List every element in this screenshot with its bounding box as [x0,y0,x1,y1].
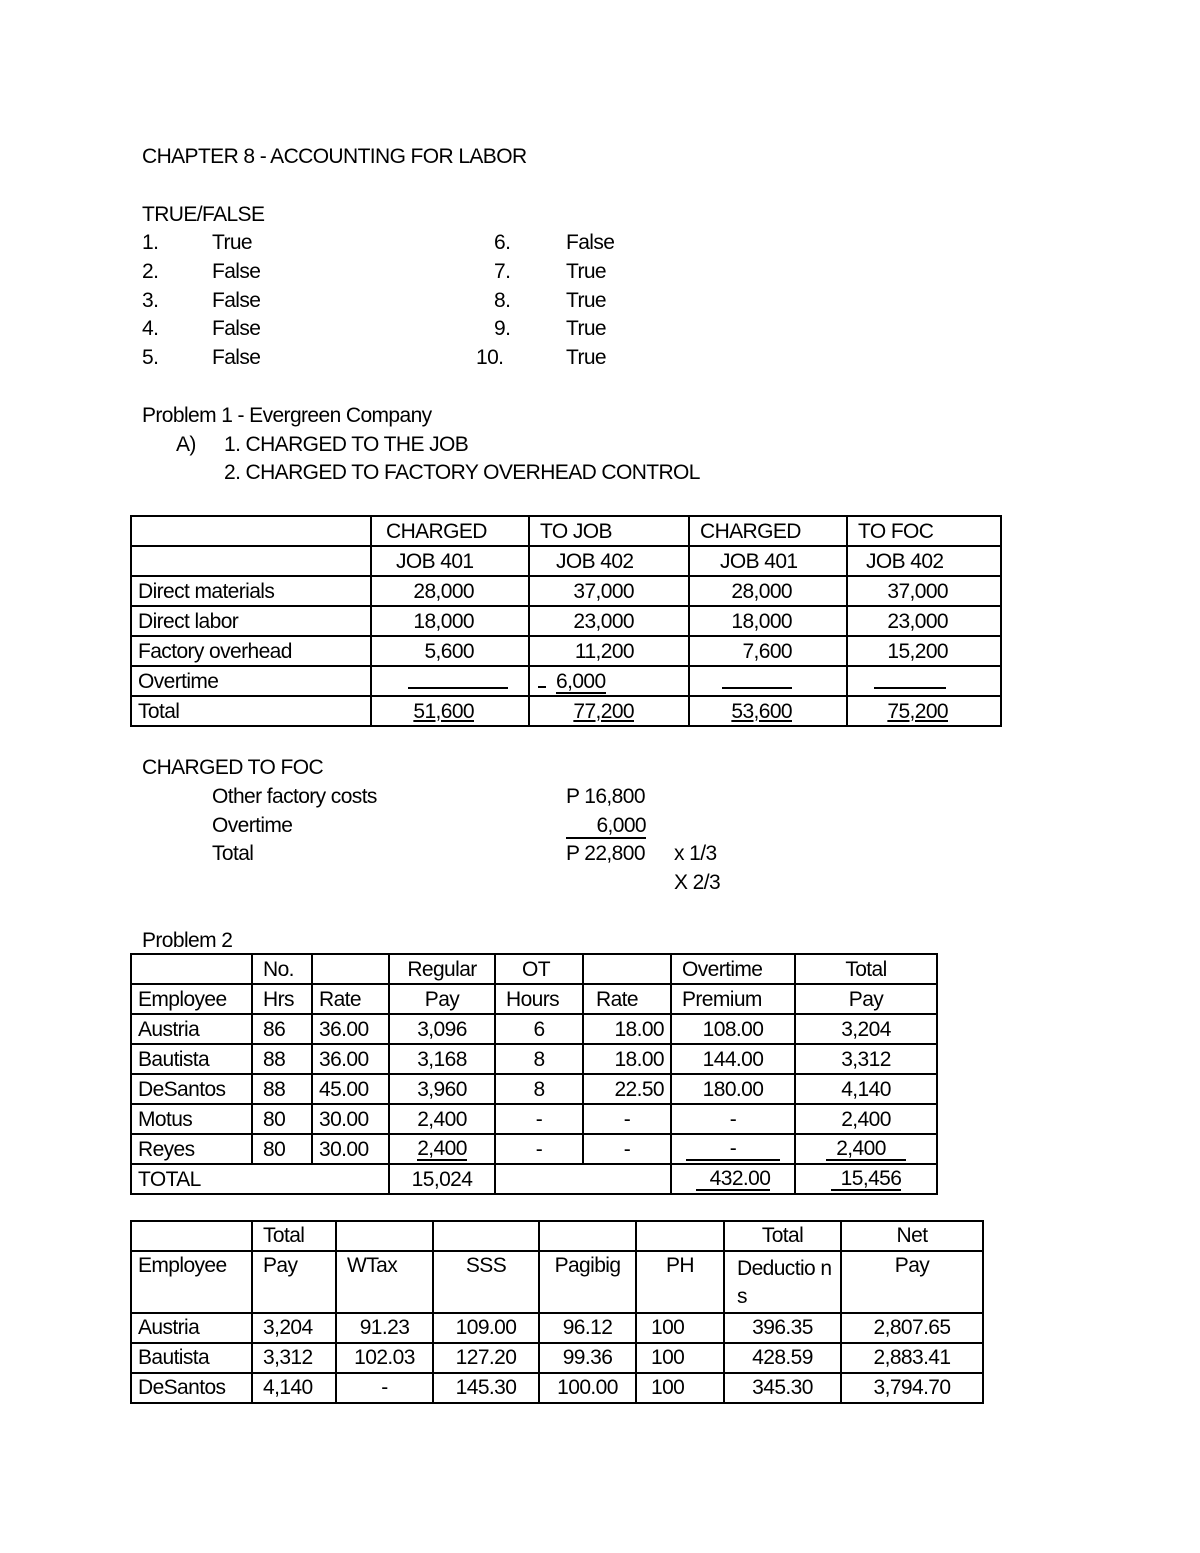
tf-num: 7. [494,260,511,283]
tf-answer: False [566,231,615,254]
tf-heading: TRUE/FALSE [142,203,265,226]
table-cell: 108.00 [671,1014,795,1044]
overtime-value: 6,000 [556,670,606,693]
table-cell: 100 [636,1373,724,1403]
table-cell: 345.30 [724,1373,841,1403]
table-header-cell: Regular [389,954,495,984]
table-cell: 15,200 [847,636,1001,666]
foc-label: Total [212,842,254,865]
table-cell: 3,794.70 [841,1373,983,1403]
table-header-cell [312,954,389,984]
employee-name: Bautista [131,1343,252,1373]
table-header-cell: WTax [336,1251,433,1313]
table-cell: 100 [636,1313,724,1343]
total-cell [795,1164,937,1194]
table-header-cell: SSS [433,1251,539,1313]
table-cell: 11,200 [529,636,689,666]
table-header-cell: Pay [841,1251,983,1313]
table-cell: 23,000 [529,606,689,636]
table-cell: 37,000 [529,576,689,606]
row-label: Factory overhead [131,636,371,666]
table-cell: 5,600 [371,636,529,666]
table-header-cell: No. [252,954,312,984]
table-cell: 37,000 [847,576,1001,606]
tf-num: 1. [142,231,159,254]
table-header-cell [583,954,671,984]
problem1-table [130,515,1002,727]
problem1-item-1: 1. CHARGED TO THE JOB [224,433,469,456]
table-header-cell: Deductio ns [724,1251,841,1313]
table-cell: 2,400 [389,1104,495,1134]
foc-value: P 22,800 [566,842,645,865]
table-cell: 3,312 [252,1343,336,1373]
table-cell: 28,000 [689,576,847,606]
table-cell: 36.00 [312,1014,389,1044]
table-header-cell: Employee [131,984,252,1014]
table-cell: 80 [252,1104,312,1134]
table-header-cell: Pagibig [539,1251,636,1313]
table-header-cell: Overtime [671,954,795,984]
table-header-cell: TO FOC [847,516,1001,546]
table-row [131,1373,983,1403]
table-row [131,1134,937,1164]
tf-answer: True [566,289,606,312]
tf-answer: True [566,346,606,369]
table-cell: 3,960 [389,1074,495,1104]
table-row [131,666,1001,696]
table-cell: 396.35 [724,1313,841,1343]
table-row [131,1014,937,1044]
table-header-cell: JOB 402 [847,546,1001,576]
table-cell: 180.00 [671,1074,795,1104]
underlined-value: 2,400 [417,1136,467,1160]
underlined-value: 2,400 [826,1138,906,1161]
table-cell: 80 [252,1134,312,1164]
table-cell: 86 [252,1014,312,1044]
table-cell: 3,312 [795,1044,937,1074]
empty-cell [495,1164,671,1194]
table-header-cell: JOB 401 [371,546,529,576]
table-cell: 100 [636,1343,724,1373]
total-cell: 15,024 [389,1164,495,1194]
table-cell: 36.00 [312,1044,389,1074]
total-cell: 51,600 [371,696,529,726]
tf-answer: False [212,260,261,283]
row-label: Overtime [131,666,371,696]
table-cell: 18.00 [583,1014,671,1044]
table-row [131,696,1001,726]
table-row [131,1164,937,1194]
table-cell: 2,883.41 [841,1343,983,1373]
table-header-cell: Premium [671,984,795,1014]
foc-value: P 16,800 [566,785,645,808]
table-row [131,1044,937,1074]
table-cell: 2,807.65 [841,1313,983,1343]
table-cell: 127.20 [433,1343,539,1373]
table-cell: - [336,1373,433,1403]
table-header-cell: Hours [495,984,583,1014]
table-header-cell [336,1221,433,1251]
table-header-cell [131,516,371,546]
table-header-cell [131,1221,252,1251]
underlined-value: 15,456 [831,1168,902,1191]
blank-line [371,666,529,696]
table-cell [389,1134,495,1164]
table-cell: - [583,1104,671,1134]
tf-answer: False [212,317,261,340]
tf-answer: False [212,346,261,369]
row-label: Direct materials [131,576,371,606]
table-header-cell: Total [724,1221,841,1251]
table-header-cell: JOB 402 [529,546,689,576]
blank-line [847,666,1001,696]
table-cell: 6 [495,1014,583,1044]
table-cell: 2,400 [795,1104,937,1134]
employee-name: Austria [131,1313,252,1343]
foc-label: Overtime [212,814,293,837]
table-header-cell: Total [795,954,937,984]
table-cell: 3,168 [389,1044,495,1074]
table-cell: 23,000 [847,606,1001,636]
table-cell: 30.00 [312,1104,389,1134]
table-header-cell [539,1221,636,1251]
total-cell: 75,200 [847,696,1001,726]
table-header-cell [636,1221,724,1251]
foc-value: 6,000 [566,815,646,839]
foc-label: Other factory costs [212,785,377,808]
problem1-part-label: A) [176,433,196,456]
table-cell: 22.50 [583,1074,671,1104]
table-cell: - [495,1134,583,1164]
table-header-cell: Hrs [252,984,312,1014]
table-row [131,1074,937,1104]
table-header-cell: Rate [312,984,389,1014]
table-row [131,1343,983,1373]
tf-answer: True [566,260,606,283]
table-cell: 109.00 [433,1313,539,1343]
tf-num: 4. [142,317,159,340]
table-cell: 30.00 [312,1134,389,1164]
table-header-cell: Employee [131,1251,252,1313]
deductions-table [130,1220,984,1404]
table-cell: 4,140 [252,1373,336,1403]
underlined-value: - [686,1138,780,1161]
table-cell: 88 [252,1074,312,1104]
table-cell: 18,000 [371,606,529,636]
table-header-cell: JOB 401 [689,546,847,576]
table-row [131,636,1001,666]
problem1-item-2: 2. CHARGED TO FACTORY OVERHEAD CONTROL [224,461,700,484]
tf-num: 10. [476,346,504,369]
table-cell: 7,600 [689,636,847,666]
tf-num: 9. [494,317,511,340]
multiplier: X 2/3 [674,871,721,894]
tf-num: 8. [494,289,511,312]
table-cell: 45.00 [312,1074,389,1104]
problem2-payroll-table [130,953,938,1195]
table-cell: - [495,1104,583,1134]
problem1-heading: Problem 1 - Evergreen Company [142,404,432,427]
table-header-cell: PH [636,1251,724,1313]
employee-name: Bautista [131,1044,252,1074]
total-label: TOTAL [131,1164,389,1194]
table-cell: 3,204 [795,1014,937,1044]
employee-name: Austria [131,1014,252,1044]
foc-heading: CHARGED TO FOC [142,756,324,779]
tf-num: 3. [142,289,159,312]
row-label: Total [131,696,371,726]
tf-num: 2. [142,260,159,283]
table-cell: 3,096 [389,1014,495,1044]
table-header-cell: Pay [389,984,495,1014]
table-cell: 18,000 [689,606,847,636]
table-header-cell: Rate [583,984,671,1014]
table-cell: 96.12 [539,1313,636,1343]
table-cell: 4,140 [795,1074,937,1104]
employee-name: DeSantos [131,1074,252,1104]
underlined-value: 432.00 [696,1168,771,1191]
tf-answer: True [212,231,252,254]
table-cell: 145.30 [433,1373,539,1403]
total-cell: 53,600 [689,696,847,726]
table-cell: 100.00 [539,1373,636,1403]
table-cell: 28,000 [371,576,529,606]
tf-num: 5. [142,346,159,369]
table-header-cell: OT [495,954,583,984]
table-header-cell [131,546,371,576]
tf-answer: True [566,317,606,340]
table-cell [529,666,689,696]
table-cell: 3,204 [252,1313,336,1343]
table-row [131,1104,937,1134]
tf-num: 6. [494,231,511,254]
table-header-cell: CHARGED [689,516,847,546]
table-header-cell: TO JOB [529,516,689,546]
table-cell [795,1134,937,1164]
table-cell: - [583,1134,671,1164]
table-cell: 144.00 [671,1044,795,1074]
table-header-cell: CHARGED [371,516,529,546]
table-header-cell [131,954,252,984]
total-cell: 77,200 [529,696,689,726]
problem2-heading: Problem 2 [142,929,233,952]
table-cell: 18.00 [583,1044,671,1074]
row-label: Direct labor [131,606,371,636]
table-cell: 8 [495,1044,583,1074]
table-header-cell: Pay [795,984,937,1014]
tf-answer: False [212,289,261,312]
table-cell: 8 [495,1074,583,1104]
table-cell: 102.03 [336,1343,433,1373]
table-row [131,606,1001,636]
table-header-cell: Pay [252,1251,336,1313]
multiplier: x 1/3 [674,842,717,865]
table-cell: 88 [252,1044,312,1074]
total-cell [671,1164,795,1194]
table-cell: 91.23 [336,1313,433,1343]
employee-name: DeSantos [131,1373,252,1403]
blank-line [689,666,847,696]
table-header-cell: Total [252,1221,336,1251]
table-header-cell [433,1221,539,1251]
table-cell: 428.59 [724,1343,841,1373]
table-cell: 99.36 [539,1343,636,1373]
page-title: CHAPTER 8 - ACCOUNTING FOR LABOR [142,145,527,168]
table-row [131,1313,983,1343]
table-header-cell: Net [841,1221,983,1251]
table-row [131,576,1001,606]
employee-name: Motus [131,1104,252,1134]
table-cell: - [671,1104,795,1134]
table-cell [671,1134,795,1164]
employee-name: Reyes [131,1134,252,1164]
